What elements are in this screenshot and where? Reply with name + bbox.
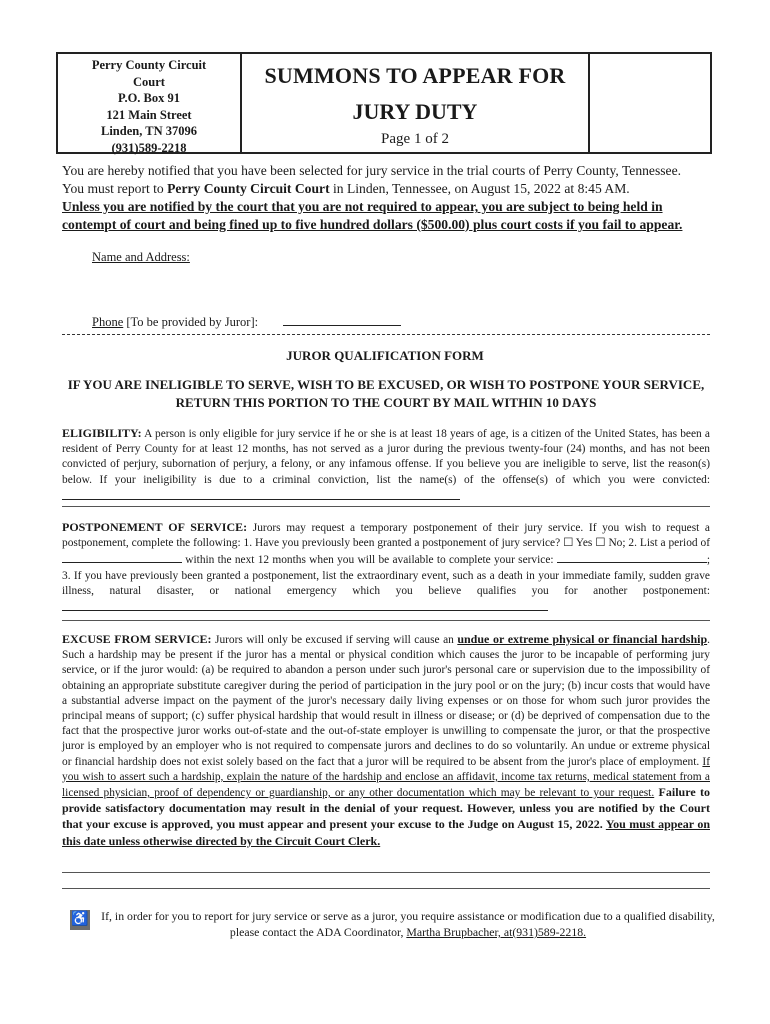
postponement-section (62, 520, 710, 616)
conviction-input-line[interactable] (62, 488, 460, 500)
hardship-term: undue or extreme physical or financial hardship (457, 632, 708, 646)
postponement-heading: POSTPONEMENT OF SERVICE: (62, 520, 248, 534)
name-address-label (92, 250, 190, 265)
phone-field (92, 314, 401, 330)
court-address-box (58, 54, 242, 155)
eligibility-heading: ELIGIBILITY: (62, 426, 142, 440)
postponement-text-2: within the next 12 months when you will be available to complete your service: (182, 554, 557, 567)
postponement-reason-line[interactable] (62, 599, 548, 611)
excuse-warning: Failure to provide satisfactory documentation may result in the denial of your request. However, unless you are notified by the Court that your excuse is approved, you must appear and present your excuse to the Judge on August 15, 2022. (62, 785, 710, 832)
period-input-line[interactable] (62, 551, 182, 563)
court-name-2: Court (133, 74, 165, 89)
ada-contact: Martha Brupbacher, at(931)589-2218. (406, 925, 587, 939)
court-phone: (931)589-2218 (111, 140, 187, 155)
excuse-rule-2[interactable] (62, 888, 710, 889)
page-number: Page 1 of 2 (381, 131, 449, 147)
no-label: No; 2. List a period of (608, 537, 710, 550)
yes-checkbox[interactable]: ☐ (563, 537, 574, 550)
court-po-box: P.O. Box 91 (117, 91, 181, 105)
document-title-line1: SUMMONS TO APPEAR FOR (264, 63, 566, 88)
form-title: JUROR QUALIFICATION FORM (286, 348, 484, 363)
court-city: Linden, TN 37096 (101, 124, 197, 138)
summons-header (56, 52, 712, 154)
wheelchair-icon: ♿ (70, 910, 90, 930)
document-title-line2: JURY DUTY (352, 99, 478, 124)
phone-label: Phone (92, 315, 124, 329)
appear-instruction: You must appear on this date unless otherwise directed by the Circuit Court Clerk. (62, 817, 710, 848)
intro-paragraph (62, 162, 712, 234)
postponement-text-3: ; 3. If you have previously been granted a postponement, list the extraordinary event, such as a death in your immediate family, sudden grave illness, natural disaster, or national emergency which you believe qualifies you for another postponement: (62, 554, 710, 597)
blank-box (590, 54, 710, 152)
excuse-text-2: . Such a hardship may be present if the juror has a mental or physical condition which causes the juror to be incapable of performing jury service, or if the juror would: (a) be required to abandon a person under such juror's personal care or supervision due to the impossibility of obtaining an appropriate substitute caregiver during the period of participation in the jury pool or on the jury; (b) incur costs that would have a substantial adverse impact on the payment of the juror's necessary daily living expenses or on those for whom such juror provides the principal means of support; (c) suffer physical hardship that would result in illness or disease; or (d) be deprived of compensation due to the fact that the prospective juror works out-of-state and the out-of-state employer is unwilling to compensate the juror, or that the prospective juror is employed by an employer who is not required to compensate jurors and declines to do so voluntarily. An undue or extreme physical or financial hardship does not exist solely based on the fact that a juror will be required to be absent from the juror's place of employment. (62, 634, 710, 768)
name-address-text: Name and Address: (92, 250, 190, 264)
intro-line2 (62, 180, 712, 198)
return-instructions: IF YOU ARE INELIGIBLE TO SERVE, WISH TO BE EXCUSED, OR WISH TO POSTPONE YOUR SERVICE, RETURN THIS PORTION TO THE COURT BY MAIL WITHIN 10 DAYS (67, 377, 705, 410)
documentation-instructions: If you wish to assert such a hardship, explain the nature of the hardship and enclose an affidavit, income tax returns, medical statement from a licensed physician, proof of dependency or guardianship, or any other documentation which may be relevant to your request. (62, 755, 710, 800)
excuse-section (62, 632, 710, 850)
ada-body: If, in order for you to report for jury service or serve as a juror, you require assistance or modification due to a qualified disability, please contact the ADA Coordinator, (101, 909, 715, 939)
court-street: 121 Main Street (106, 107, 192, 122)
phone-input-line[interactable] (283, 314, 401, 326)
no-checkbox[interactable]: ☐ (595, 537, 606, 550)
yes-label: Yes (575, 537, 593, 550)
eligibility-text: A person is only eligible for jury service if he or she is at least 18 years of age, is a citizen of the United States, has been a resident of Perry County for at least 12 months, has not served as a juror during the previous twenty-four (24) months, and has not been convicted of perjury, subornation of perjury, a felony, or any infamous offense. If you believe you are ineligible to serve, list the reason(s) below. If your ineligibility is due to a criminal conviction, list the name(s) of the offense(s) of which you were convicted: (62, 428, 710, 486)
postponement-text: Jurors may request a temporary postponement of their jury service. If you wish to request a postponement, complete the following: 1. Have you previously been granted a postponement of jury service? (62, 522, 710, 550)
cut-line (62, 334, 710, 335)
intro-text: You must report to (62, 181, 168, 196)
ada-text (98, 908, 718, 940)
title-box (242, 54, 590, 152)
court-name-1: Perry County Circuit (91, 58, 207, 72)
contempt-warning: Unless you are notified by the court that you are not required to appear, you are subject to being held in contempt of court and being fined up to five hundred dollars ($500.00) plus court costs if you fail to appear. (62, 199, 683, 232)
service-input-line[interactable] (557, 551, 707, 563)
intro-line1: You are hereby notified that you have been selected for jury service in the trial courts of Perry County, Tennessee. (62, 163, 682, 178)
intro-date: in Linden, Tennessee, on August 15, 2022 at 8:45 AM. (329, 181, 630, 196)
postponement-rule (62, 620, 710, 621)
excuse-text-1: Jurors will only be excused if serving will cause an (211, 634, 458, 646)
eligibility-section (62, 426, 710, 505)
ada-notice (70, 908, 718, 940)
eligibility-rule (62, 506, 710, 507)
intro-court-name: Perry County Circuit Court (167, 181, 330, 196)
excuse-rule-1[interactable] (62, 872, 710, 873)
excuse-heading: EXCUSE FROM SERVICE: (62, 632, 212, 646)
phone-note: [To be provided by Juror]: (123, 315, 259, 329)
